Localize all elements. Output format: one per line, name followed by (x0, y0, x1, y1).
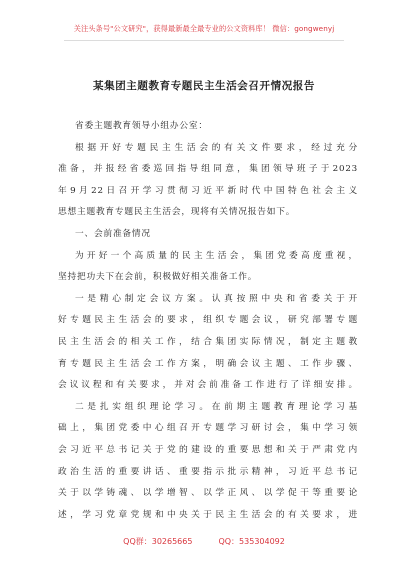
body-line: 为开好一个高质量的民主生活会，集团党委高度重视， (75, 250, 358, 261)
body-line: 政治生活的重要讲话、重要指示批示精神，习近平总书记 (58, 466, 358, 477)
document-body (58, 116, 358, 526)
body-line: 坚持把功夫下在会前，积极做好相关准备工作。 (58, 272, 258, 283)
body-line: 础上，集团党委中心组召开专题学习研讨会，集中学习领 (58, 423, 358, 434)
body-line: 二是扎实组织理论学习。在前期主题教育理论学习基 (75, 401, 358, 412)
body-line: 会议议程和有关要求，并对会前准备工作进行了详细安排。 (58, 380, 358, 391)
body-line: 好专题民主生活会的要求，组织专题会议，研究部署专题 (58, 315, 358, 326)
header-divider (64, 40, 344, 41)
body-line: 会习近平总书记关于党的建设的重要思想和关于严肃党内 (58, 444, 358, 455)
footer-contact (0, 536, 408, 547)
section-heading: 一、会前准备情况 (75, 228, 151, 239)
body-line: 关于以学铸魂、以学增智、以学正风、以学促干等重要论 (58, 488, 358, 499)
salutation-line: 省委主题教育领导小组办公室： (75, 121, 208, 131)
body-line: 根据开好专题民主生活会的有关文件要求，经过充分 (75, 142, 358, 153)
body-line: 民主生活会的相关工作，结合集团实际情况，制定主题教 (58, 336, 358, 347)
body-line: 准备，并报经省委巡回指导组同意，集团领导班子于2023 (58, 164, 358, 175)
body-line: 述，学习党章党规和中央关于民主生活会的有关要求，进 (58, 509, 358, 520)
body-line: 育专题民主生活会工作方案，明确会议主题、工作步骤、 (58, 358, 358, 369)
footer-qq-group: QQ群：30265665 (123, 537, 193, 546)
document-title: 某集团主题教育专题民主生活会召开情况报告 (93, 80, 315, 92)
footer-qq: QQ：535304092 (218, 537, 285, 546)
header-notice: 关注头条号"公文研究"，获得最新最全最专业的公文资料库！ 微信：gongwenyj (73, 24, 335, 33)
body-line: 一是精心制定会议方案。认真按照中央和省委关于开 (75, 293, 358, 304)
body-line: 年9月22日召开学习贯彻习近平新时代中国特色社会主义 (58, 185, 358, 196)
body-line: 思想主题教育专题民主生活会，现将有关情况报告如下。 (58, 207, 296, 218)
